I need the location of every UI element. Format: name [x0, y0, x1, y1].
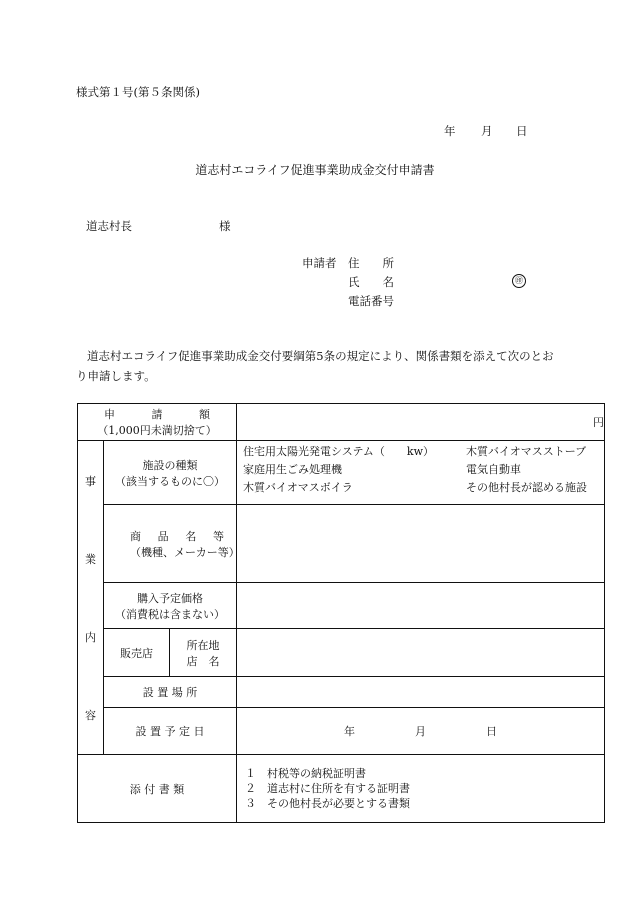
install-date-year: 年 [344, 725, 356, 738]
price-input-cell[interactable] [237, 583, 605, 629]
body-text [76, 346, 556, 386]
facility-note: （該当するものに〇） [115, 474, 226, 488]
honorific: 様 [219, 219, 231, 233]
address-label: 住 所 [348, 256, 394, 270]
install-date-row [78, 708, 605, 755]
product-row [78, 505, 605, 583]
shop-row [78, 629, 605, 677]
amount-note: （1,000円未満切捨て） [97, 424, 217, 437]
product-input-cell[interactable] [237, 505, 605, 583]
section-label-char: 業 [85, 552, 96, 566]
attachment-item: ２ 道志村に住所を有する証明書 [245, 782, 411, 795]
application-table [77, 403, 605, 823]
attachment-item: １ 村税等の納税証明書 [245, 767, 367, 780]
amount-row [78, 404, 605, 441]
amount-label-char: 申 [104, 408, 115, 421]
install-date-label-cell [104, 708, 237, 755]
date-year: 年 [444, 124, 456, 138]
shop-label-cell [104, 629, 170, 677]
install-place-label: 設 置 場 所 [142, 686, 198, 699]
facility-row [78, 441, 605, 505]
amount-input-cell[interactable] [237, 404, 605, 441]
name-label: 氏 名 [348, 275, 394, 289]
price-label-cell [104, 583, 237, 629]
install-place-input-cell[interactable] [237, 677, 605, 708]
product-label-char: 等 [213, 529, 225, 543]
product-label-char: 品 [157, 529, 169, 543]
amount-label-cell [78, 404, 237, 441]
install-date-label: 設 置 予 定 日 [135, 725, 205, 738]
facility-options [237, 441, 604, 494]
attachments-label-cell [78, 755, 237, 823]
facility-option[interactable]: 電気自動車 [466, 463, 522, 476]
section-label-char: 事 [85, 474, 96, 488]
facility-option[interactable]: 木質バイオマスボイラ [243, 481, 353, 494]
price-label: 購入予定価格 [137, 591, 204, 605]
product-label-cell [104, 505, 240, 583]
install-date-fields [237, 723, 604, 739]
amount-label-char: 額 [199, 408, 211, 421]
facility-options-cell[interactable] [237, 441, 605, 505]
install-date-month: 月 [415, 725, 427, 738]
product-label-char: 名 [185, 529, 197, 543]
shop-name-label: 店 名 [186, 654, 220, 668]
attachments-row [78, 755, 605, 823]
applicant-label: 申請者 [302, 256, 337, 270]
date-month: 月 [481, 124, 493, 138]
facility-option[interactable]: 木質バイオマスストーブ [466, 445, 587, 458]
install-place-row [78, 677, 605, 708]
section-label-cell [78, 441, 104, 755]
facility-option[interactable]: 家庭用生ごみ処理機 [243, 463, 343, 476]
product-note: （機種、メーカー等） [130, 545, 240, 559]
shop-location-cell [170, 629, 237, 677]
product-label-char: 商 [130, 529, 141, 543]
shop-label: 販売店 [120, 646, 153, 660]
install-date-input-cell[interactable] [237, 708, 605, 755]
attachments-cell [237, 755, 605, 823]
attachment-item: ３ その他村長が必要とする書類 [245, 797, 411, 810]
form-number: 様式第１号(第５条関係) [76, 85, 200, 99]
section-label [78, 467, 103, 729]
facility-option[interactable]: 住宅用太陽光発電システム（ kw） [243, 445, 435, 458]
shop-location-label: 所在地 [186, 638, 220, 652]
attachments-list [237, 766, 604, 811]
yen-unit: 円 [593, 416, 605, 429]
install-date-day: 日 [486, 725, 498, 738]
facility-label-cell [104, 441, 237, 505]
body-paragraph: 道志村エコライフ促進事業助成金交付要綱第5条の規定により、関係書類を添えて次のとおり申請します。 [76, 349, 554, 383]
amount-label [78, 406, 236, 422]
product-label [104, 528, 236, 544]
shop-input-cell[interactable] [237, 629, 605, 677]
seal-icon: ㊞ [512, 274, 526, 288]
install-place-label-cell [104, 677, 237, 708]
attachments-label: 添 付 書 類 [129, 782, 185, 796]
amount-label-char: 請 [151, 408, 163, 421]
facility-label: 施設の種類 [142, 458, 198, 472]
facility-option[interactable]: その他村長が認める施設 [466, 481, 588, 494]
document-title: 道志村エコライフ促進事業助成金交付申請書 [195, 163, 435, 177]
addressee: 道志村長 [86, 219, 132, 233]
section-label-char: 内 [85, 630, 96, 644]
date-day: 日 [516, 124, 528, 138]
phone-label: 電話番号 [348, 294, 394, 308]
price-note: （消費税は含まない） [115, 607, 226, 621]
price-row [78, 583, 605, 629]
section-label-char: 容 [85, 708, 96, 722]
